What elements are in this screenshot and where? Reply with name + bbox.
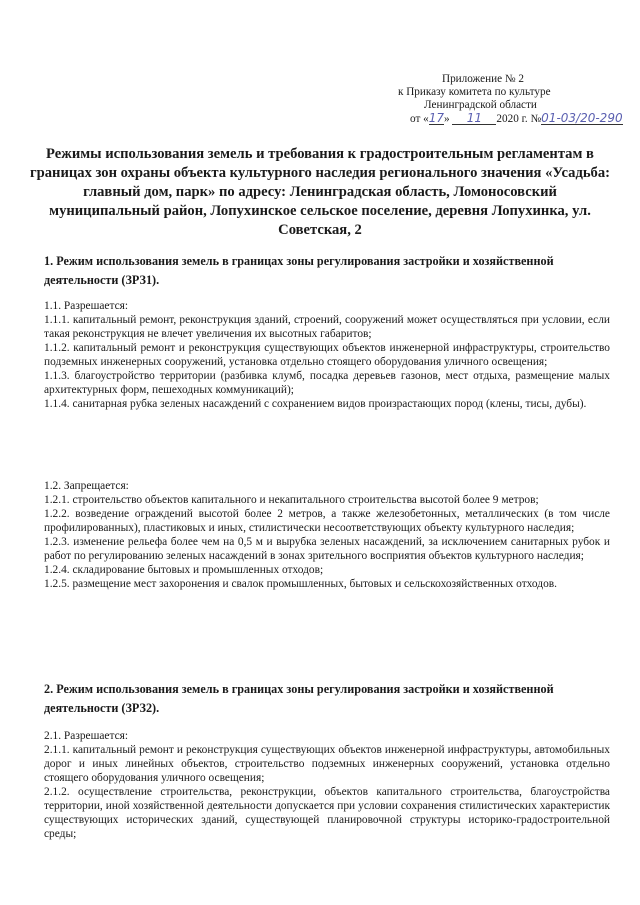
section-2-heading: 2. Режим использования земель в границах зоны регулирования застройки и хозяйственной деятельности (ЗРЗ2). bbox=[44, 682, 554, 715]
list-item: 1.1.2. капитальный ремонт и реконструкция существующих объектов инженерной инфраструктуры, строительство подземных инженерных сооружений, установка отдельно стоящего оборудования уличного освещения; bbox=[44, 342, 610, 368]
section-1-heading: 1. Режим использования земель в границах зоны регулирования застройки и хозяйственной деятельности (ЗРЗ1). bbox=[44, 254, 554, 287]
section-2-allowed-heading: 2.1. Разрешается: bbox=[44, 730, 129, 742]
list-item: 1.2.2. возведение ограждений высотой более 2 метров, а также железобетонных, металлических (в том числе профилированных), пластиковых и иных, стилистически несоответствующих объекту культурного наследия; bbox=[44, 508, 610, 534]
list-item: 1.1.4. санитарная рубка зеленых насаждений с сохранением видов произрастающих пород (клены, тисы, дубы). bbox=[44, 398, 587, 410]
handwritten-order-number: 01-03/20-290 bbox=[541, 111, 623, 125]
appendix-number: Приложение № 2 bbox=[442, 73, 524, 85]
region-name: Ленинградской области bbox=[424, 99, 537, 111]
list-item: 2.1.2. осуществление строительства, реконструкции, объектов капитального строительства, благоустройства территории, иной хозяйственной деятельности допускается при условии сохранения стилистических характеристик существующих исторических зданий, существующей планировочной структуры историко-градостроительной среды; bbox=[44, 786, 610, 840]
list-item: 2.1.1. капитальный ремонт и реконструкция существующих объектов инженерной инфраструктуры, автомобильных дорог и иных линейных объектов, строительство подземных инженерных сооружений, установка отдельно стоящего оборудования уличного освещения; bbox=[44, 744, 610, 784]
list-item: 1.1.3. благоустройство территории (разбивка клумб, посадка деревьев газонов, мест отдыха, размещение малых архитектурных форм, пешеходных коммуникаций); bbox=[44, 370, 610, 396]
list-item: 1.2.3. изменение рельефа более чем на 0,5 м и вырубка зеленых насаждений, за исключением санитарных рубок и работ по регулированию зеленых насаждений в зонах зрительного восприятия объектов культурного наследия; bbox=[44, 536, 610, 562]
appendix-header bbox=[0, 0, 640, 140]
section-1-forbidden bbox=[44, 479, 610, 591]
document-title: Режимы использования земель и требования к градостроительным регламентам в границах зон охраны объекта культурного наследия регионального значения «Усадьба: главный дом, парк» по адресу: Ленинградская область, Ломоносовский муниципальный район, Лопухинское сельское поселение, деревня Лопухинка, ул. Советская, 2 bbox=[30, 146, 610, 238]
section-1-forbidden-heading: 1.2. Запрещается: bbox=[44, 480, 129, 492]
list-item: 1.1.1. капитальный ремонт, реконструкция зданий, строений, сооружений может осуществляться при условии, если такая реконструкция не влечет увеличения их высотных габаритов; bbox=[44, 314, 610, 340]
section-2-allowed bbox=[44, 729, 610, 841]
list-item: 1.2.1. строительство объектов капитального и некапитального строительства высотой более 9 метров; bbox=[44, 494, 539, 506]
list-item: 1.2.5. размещение мест захоронения и свалок промышленных, бытовых и сельскохозяйственных отходов. bbox=[44, 578, 558, 590]
section-1-allowed bbox=[44, 299, 610, 411]
handwritten-day: 17 bbox=[428, 111, 445, 125]
list-item: 1.2.4. складирование бытовых и промышленных отходов; bbox=[44, 564, 324, 576]
section-1-allowed-heading: 1.1. Разрешается: bbox=[44, 300, 129, 312]
order-reference: к Приказу комитета по культуре bbox=[398, 86, 551, 98]
handwritten-month: 11 bbox=[452, 112, 496, 125]
order-date-line: от «17» 11 2020 г. №01-03/20-290 bbox=[410, 111, 623, 125]
